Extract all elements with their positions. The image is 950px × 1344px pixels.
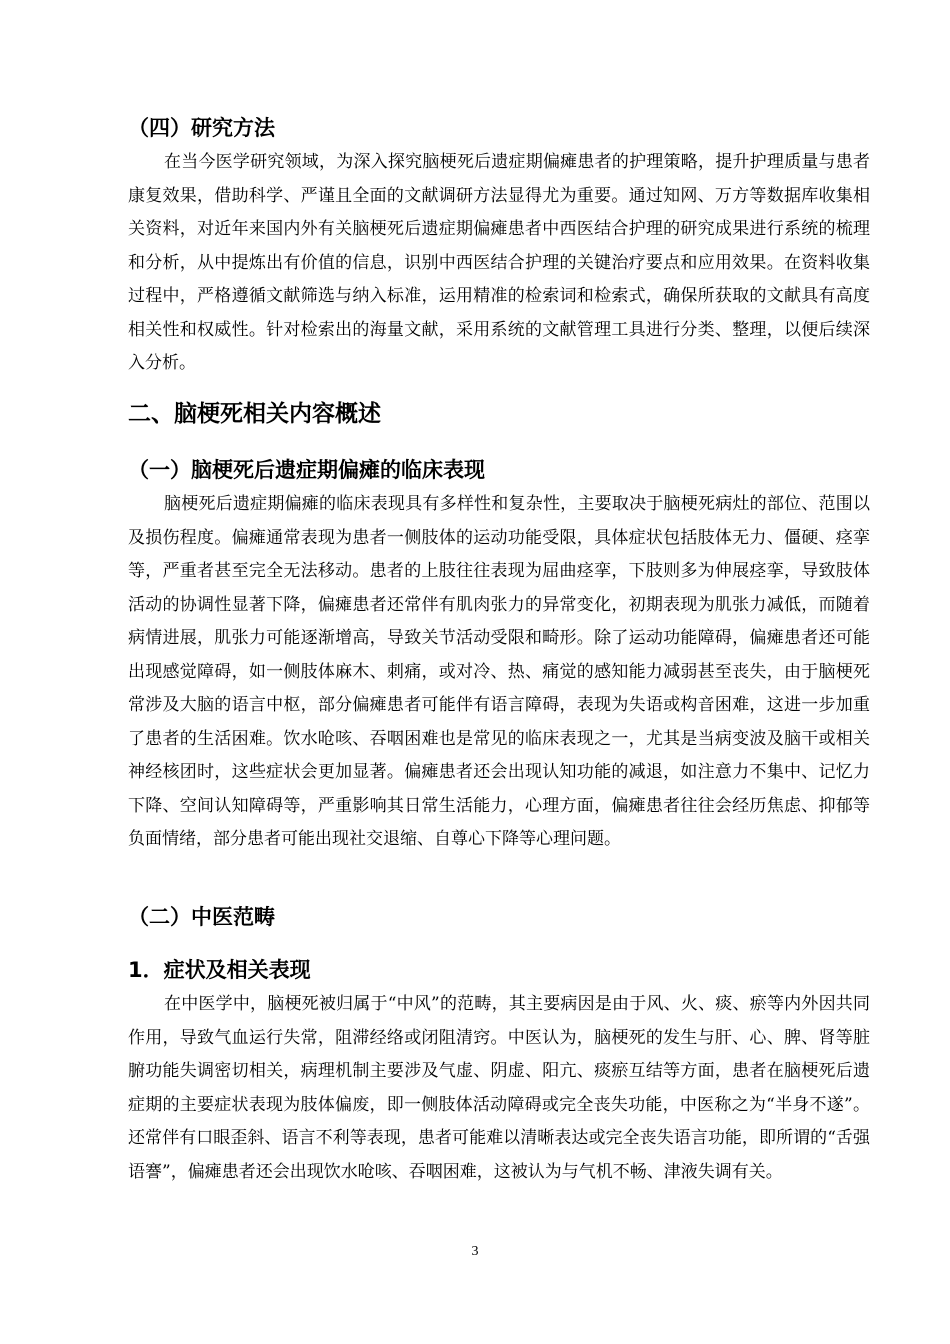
section-heading-research-methods: （四）研究方法: [128, 116, 275, 140]
paragraph-tcm-symptoms: 在中医学中，脑梗死被归属于“中风”的范畴，其主要病因是由于风、火、痰、瘀等内外因共同作用，导致气血运行失常，阻滞经络或闭阻清窍。中医认为，脑梗死的发生与肝、心、脾、肾等脏腑功能失调密切相关，病理机制主要涉及气虚、阴虚、阳亢、痰瘀互结等方面，患者在脑梗死后遗症期的主要症状表现为肢体偏废，即一侧肢体活动障碍或完全丧失功能，中医称之为“半身不遂”。还常伴有口眼歪斜、语言不利等表现，患者可能难以清晰表达或完全丧失语言功能，即所谓的“舌强语謇”，偏瘫患者还会出现饮水呛咳、吞咽困难，这被认为与气机不畅、津液失调有关。: [128, 994, 870, 1182]
paragraph-clinical-manifestations: 脑梗死后遗症期偏瘫的临床表现具有多样性和复杂性，主要取决于脑梗死病灶的部位、范围以及损伤程度。偏瘫通常表现为患者一侧肢体的运动功能受限，具体症状包括肢体无力、僵硬、痉挛等，严重者甚至完全无法移动。患者的上肢往往表现为屈曲痉挛，下肢则多为伸展痉挛，导致肢体活动的协调性显著下降，偏瘫患者还常伴有肌肉张力的异常变化，初期表现为肌张力减低，而随着病情进展，肌张力可能逐渐增高，导致关节活动受限和畸形。除了运动功能障碍，偏瘫患者还可能出现感觉障碍，如一侧肢体麻木、刺痛，或对冷、热、痛觉的感知能力减弱甚至丧失，由于脑梗死常涉及大脑的语言中枢，部分偏瘫患者可能伴有语言障碍，表现为失语或构音困难，这进一步加重了患者的生活困难。饮水呛咳、吞咽困难也是常见的临床表现之一，尤其是当病变波及脑干或相关神经核团时，这些症状会更加显著。偏瘫患者还会出现认知功能的减退，如注意力不集中、记忆力下降、空间认知障碍等，严重影响其日常生活能力，心理方面，偏瘫患者往往会经历焦虑、抑郁等负面情绪，部分患者可能出现社交退缩、自尊心下降等心理问题。: [128, 494, 870, 849]
chapter-heading-cerebral-infarction-overview: 二、脑梗死相关内容概述: [128, 401, 381, 427]
section-heading-clinical-manifestations: （一）脑梗死后遗症期偏瘫的临床表现: [128, 458, 485, 482]
paragraph-research-methods: 在当今医学研究领域，为深入探究脑梗死后遗症期偏瘫患者的护理策略，提升护理质量与患者康复效果，借助科学、严谨且全面的文献调研方法显得尤为重要。通过知网、万方等数据库收集相关资料，对近年来国内外有关脑梗死后遗症期偏瘫患者中西医结合护理的研究成果进行系统的梳理和分析，从中提炼出有价值的信息，识别中西医结合护理的关键治疗要点和应用效果。在资料收集过程中，严格遵循文献筛选与纳入标准，运用精准的检索词和检索式，确保所获取的文献具有高度相关性和权威性。针对检索出的海量文献，采用系统的文献管理工具进行分类、整理，以便后续深入分析。: [128, 152, 870, 373]
subsection-heading-symptoms: 1．症状及相关表现: [128, 958, 311, 982]
page-number: 3: [471, 1244, 479, 1259]
section-heading-tcm-category: （二）中医范畴: [128, 905, 275, 929]
